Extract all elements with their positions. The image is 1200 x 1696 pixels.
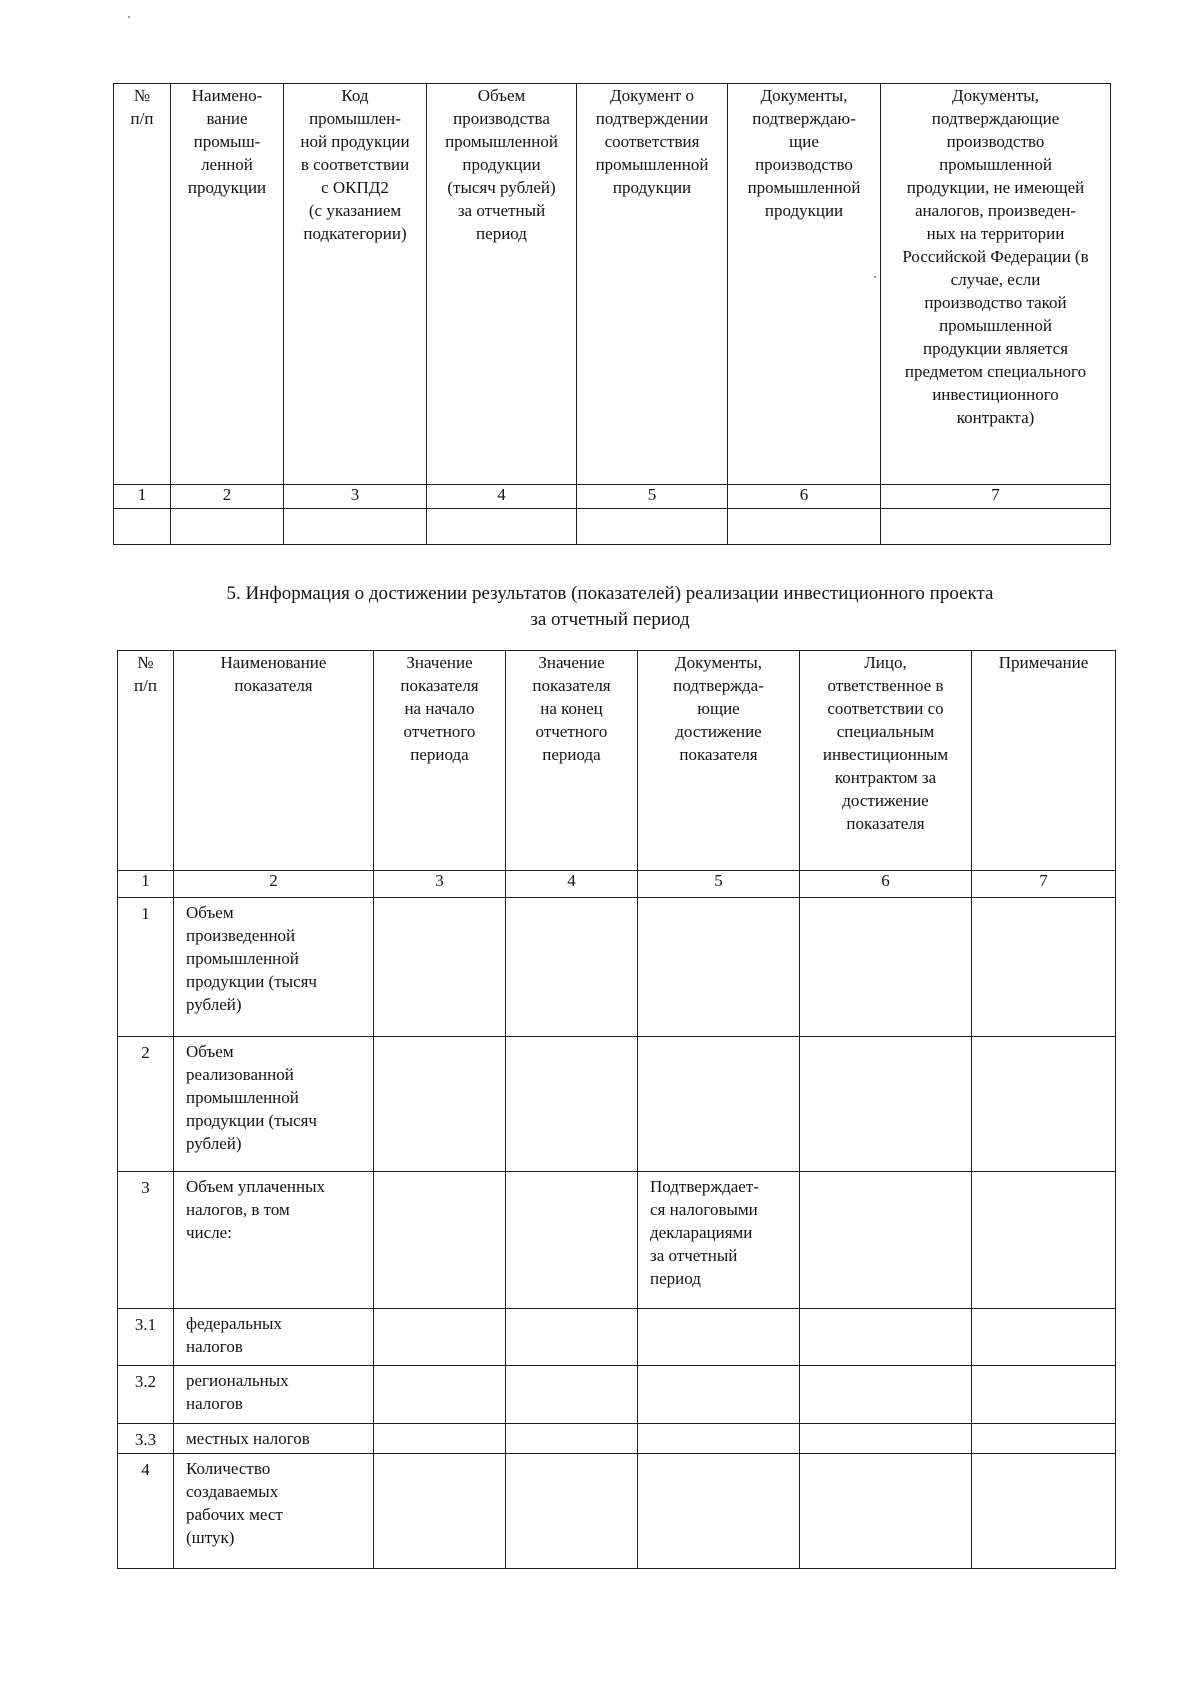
table-row (118, 1037, 1116, 1172)
confirming-document (638, 1309, 800, 1366)
row-number: 3.2 (118, 1366, 174, 1424)
header-cell-okpd2-code: Код промышлен- ной продукции в соответствии с ОКПД2 (с указанием подкатегории) (284, 84, 427, 485)
row-number: 3 (118, 1172, 174, 1309)
indicator-name: региональных налогов (174, 1366, 374, 1424)
table-cell (972, 1037, 1116, 1172)
column-number: 7 (881, 485, 1111, 509)
header-cell-end-value: Значение показателя на конец отчетного периода (506, 651, 638, 871)
table-cell (374, 1366, 506, 1424)
column-number: 4 (506, 871, 638, 898)
indicator-name: Объем уплаченных налогов, в том числе: (174, 1172, 374, 1309)
header-cell-indicator-name: Наименование показателя (174, 651, 374, 871)
table-cell (506, 1366, 638, 1424)
table-cell (800, 1424, 972, 1454)
table-cell (284, 509, 427, 545)
table-cell (506, 1454, 638, 1569)
table-cell (374, 1037, 506, 1172)
header-cell-number: № п/п (118, 651, 174, 871)
header-cell-responsible-person: Лицо, ответственное в соответствии со специальным инвестиционным контрактом за достижение показателя (800, 651, 972, 871)
table-cell (728, 509, 881, 545)
table-row (118, 898, 1116, 1037)
row-number: 3.1 (118, 1309, 174, 1366)
header-cell-confirming-documents: Документы, подтвержда- ющие достижение показателя (638, 651, 800, 871)
table-cell (800, 1309, 972, 1366)
table-cell (972, 1172, 1116, 1309)
table-cell (881, 509, 1111, 545)
indicator-name: федеральных налогов (174, 1309, 374, 1366)
confirming-document: Подтверждает- ся налоговыми декларациями за отчетный период (638, 1172, 800, 1309)
column-number: 6 (800, 871, 972, 898)
table-row (118, 1454, 1116, 1569)
table-cell (374, 1309, 506, 1366)
row-number: 1 (118, 898, 174, 1037)
confirming-document (638, 898, 800, 1037)
table-cell (577, 509, 728, 545)
table-cell (506, 1424, 638, 1454)
column-number: 5 (638, 871, 800, 898)
table-row (118, 1309, 1116, 1366)
header-cell-production-documents: Документы, подтверждаю- щие производство промышленной продукции (728, 84, 881, 485)
table-row (118, 1172, 1116, 1309)
header-cell-no-analogues-documents: Документы, подтверждающие производство промышленной продукции, не имеющей аналогов, произведен- ных на территории Российской Федерации (в случае, если производство такой промышленной продукции является предметом специального инвестиционного контракта) (881, 84, 1111, 485)
column-number: 2 (171, 485, 284, 509)
header-cell-number: № п/п (114, 84, 171, 485)
header-cell-note: Примечание (972, 651, 1116, 871)
confirming-document (638, 1454, 800, 1569)
indicator-name: местных налогов (174, 1424, 374, 1454)
table-cell (972, 1454, 1116, 1569)
table-header-row (114, 84, 1111, 485)
header-cell-product-name: Наимено- вание промыш- ленной продукции (171, 84, 284, 485)
product-table (113, 83, 1111, 545)
table-row (118, 1366, 1116, 1424)
table-cell (800, 1454, 972, 1569)
indicator-name: Объем произведенной промышленной продукции (тысяч рублей) (174, 898, 374, 1037)
table-cell (800, 1172, 972, 1309)
column-number: 7 (972, 871, 1116, 898)
table-cell (374, 1172, 506, 1309)
table-cell (506, 1172, 638, 1309)
table-row-empty (114, 509, 1111, 545)
column-number: 6 (728, 485, 881, 509)
table-cell (972, 1366, 1116, 1424)
indicators-table (117, 650, 1116, 1569)
table-cell (171, 509, 284, 545)
table-cell (800, 898, 972, 1037)
table-cell (506, 898, 638, 1037)
column-number-row (118, 871, 1116, 898)
column-number: 3 (374, 871, 506, 898)
header-cell-production-volume: Объем производства промышленной продукции (тысяч рублей) за отчетный период (427, 84, 577, 485)
confirming-document (638, 1424, 800, 1454)
table-cell (374, 1454, 506, 1569)
header-cell-conformity-document: Документ о подтверждении соответствия промышленной продукции (577, 84, 728, 485)
table-cell (374, 898, 506, 1037)
table-cell (506, 1037, 638, 1172)
table-header-row (118, 651, 1116, 871)
confirming-document (638, 1366, 800, 1424)
row-number: 2 (118, 1037, 174, 1172)
column-number: 1 (118, 871, 174, 898)
row-number: 4 (118, 1454, 174, 1569)
column-number-row (114, 485, 1111, 509)
column-number: 4 (427, 485, 577, 509)
table-cell (800, 1366, 972, 1424)
row-number: 3.3 (118, 1424, 174, 1454)
table-cell (374, 1424, 506, 1454)
header-cell-start-value: Значение показателя на начало отчетного периода (374, 651, 506, 871)
indicator-name: Объем реализованной промышленной продукции (тысяч рублей) (174, 1037, 374, 1172)
table-cell (114, 509, 171, 545)
table-cell (972, 898, 1116, 1037)
table-cell (972, 1309, 1116, 1366)
section-5-title: 5. Информация о достижении результатов (показателей) реализации инвестиционного проекта за отчетный период (226, 583, 994, 630)
table-cell (427, 509, 577, 545)
scan-speck (128, 16, 130, 18)
column-number: 2 (174, 871, 374, 898)
confirming-document (638, 1037, 800, 1172)
table-row (118, 1424, 1116, 1454)
indicator-name: Количество создаваемых рабочих мест (штук) (174, 1454, 374, 1569)
column-number: 3 (284, 485, 427, 509)
table-cell (800, 1037, 972, 1172)
column-number: 5 (577, 485, 728, 509)
table-cell (972, 1424, 1116, 1454)
column-number: 1 (114, 485, 171, 509)
table-cell (506, 1309, 638, 1366)
